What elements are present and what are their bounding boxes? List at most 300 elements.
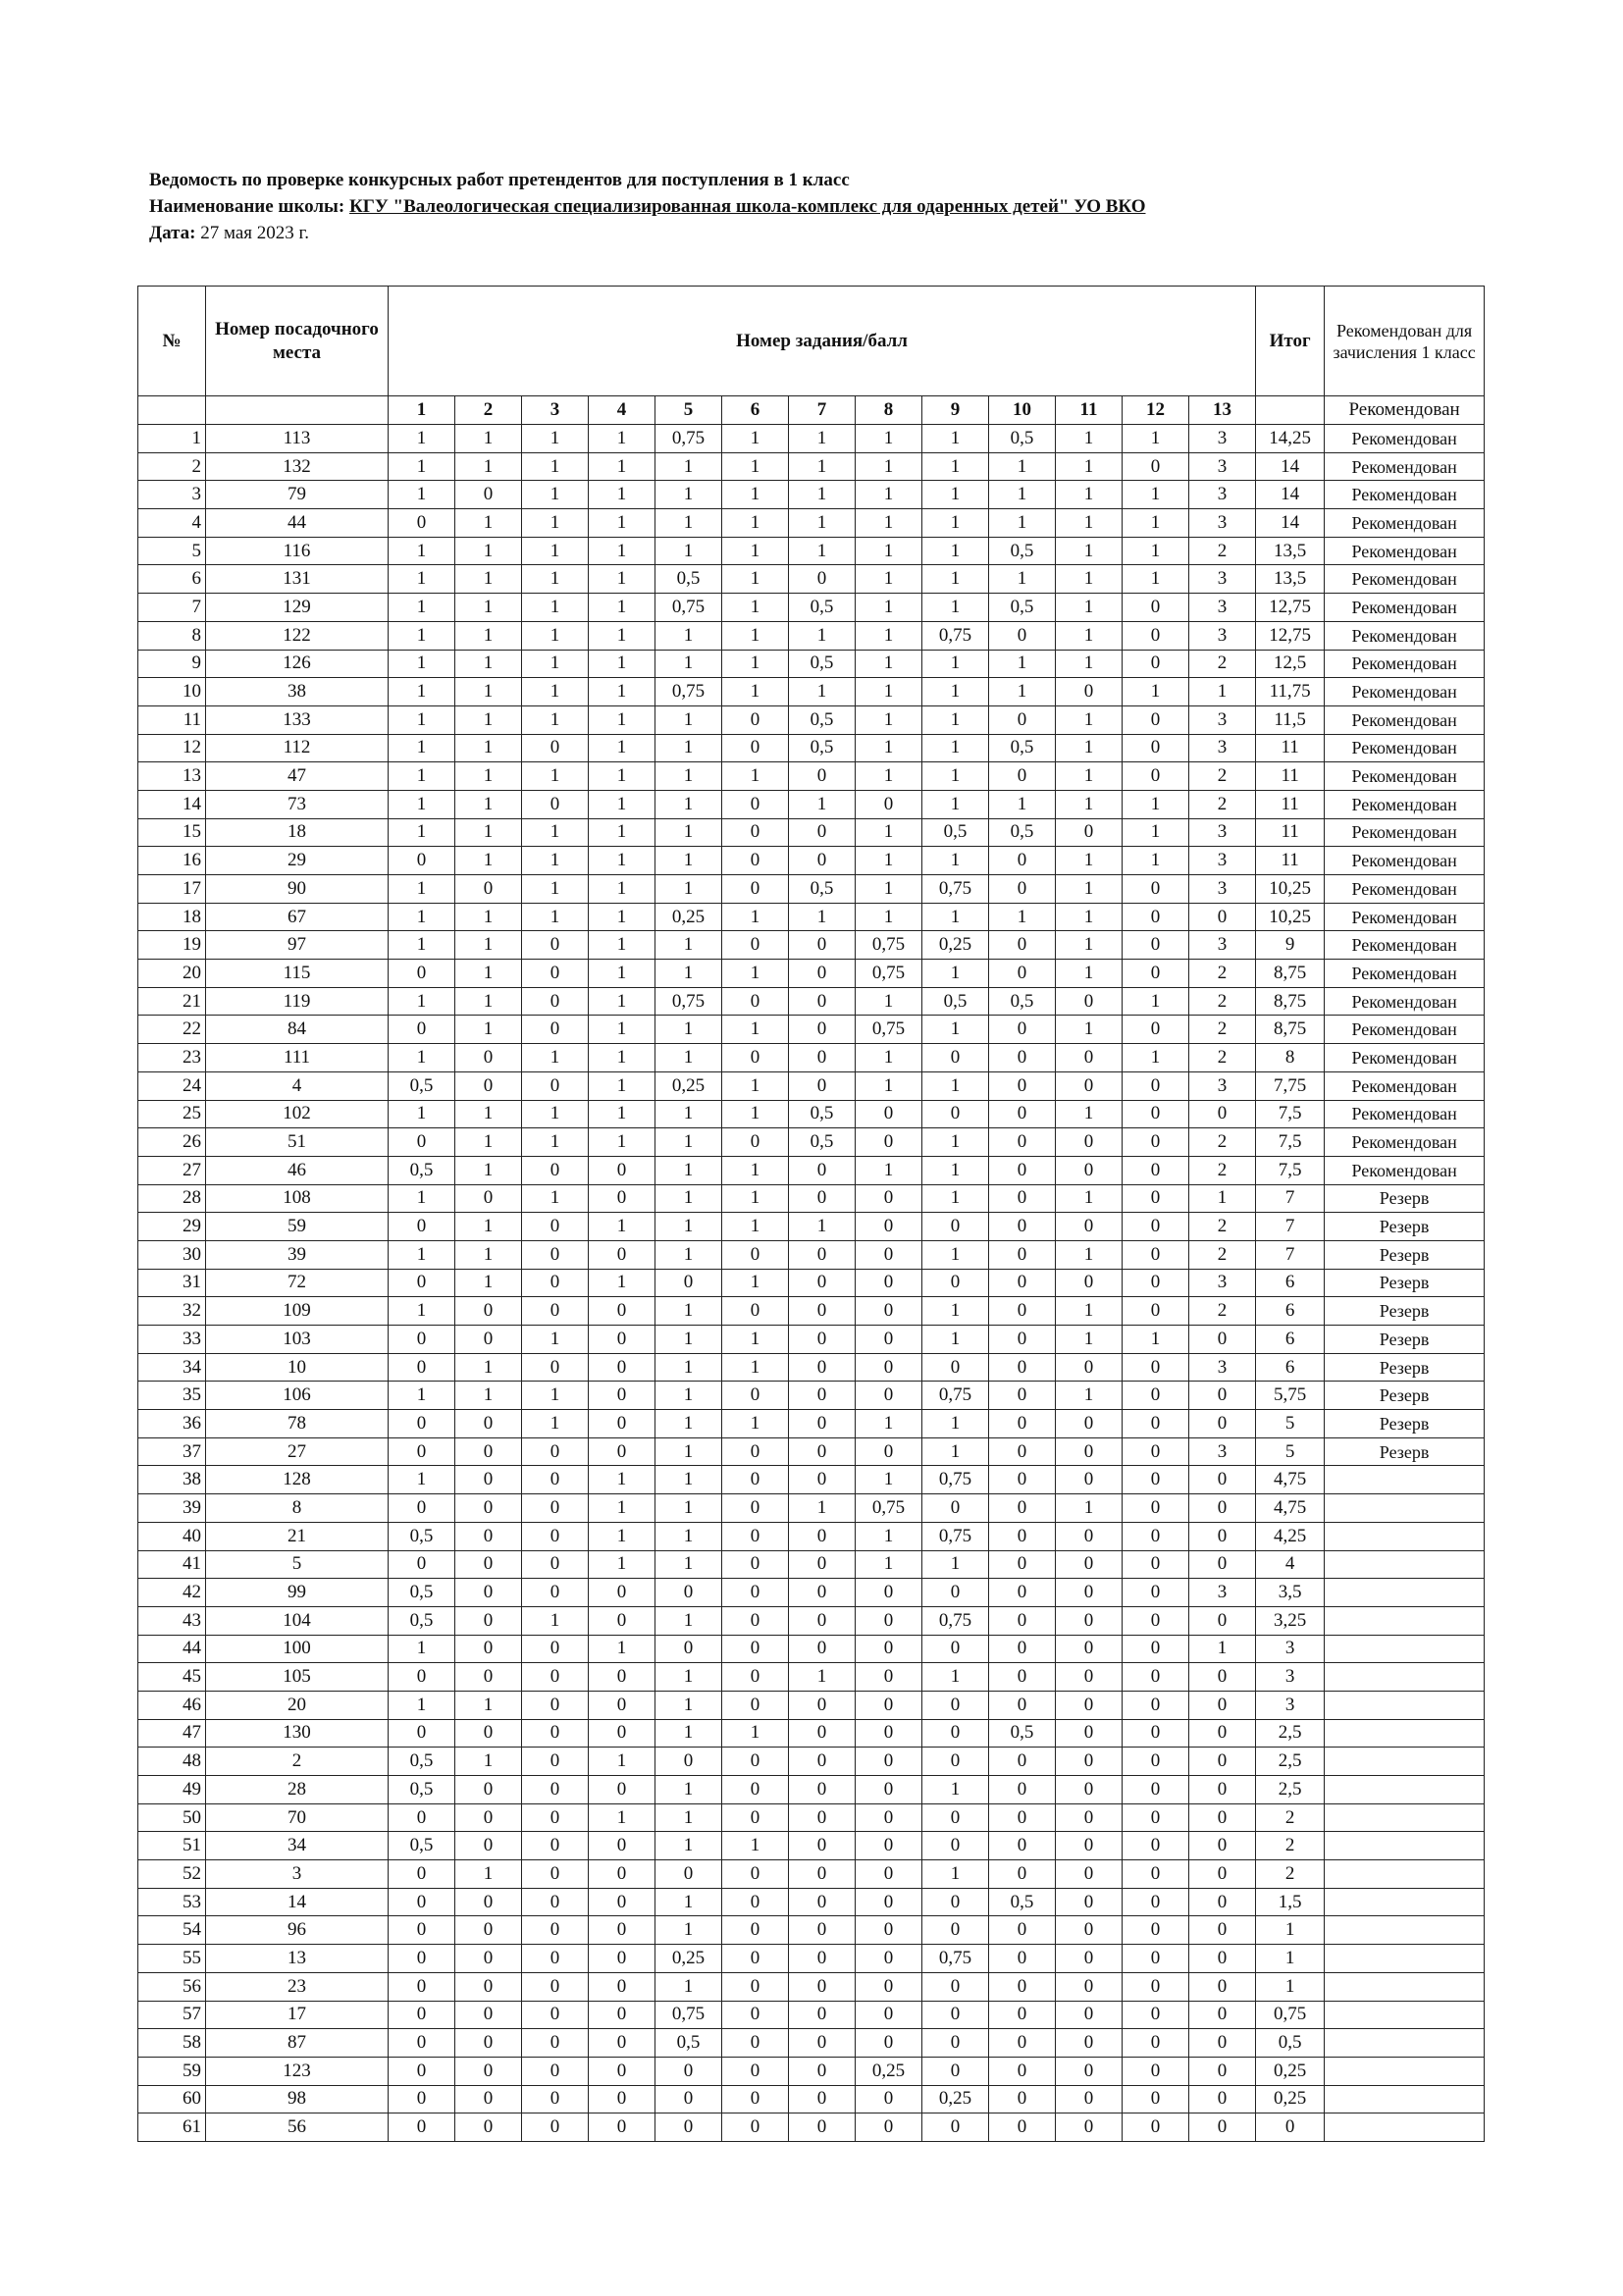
- task-score: 0: [522, 1803, 589, 1832]
- task-score: 0: [856, 1719, 922, 1748]
- task-score: 1: [522, 509, 589, 538]
- task-score: 0: [989, 1606, 1056, 1635]
- task-score: 0: [1056, 1269, 1123, 1297]
- task-score: 0: [1123, 2029, 1189, 2058]
- total-score: 3,5: [1256, 1579, 1325, 1607]
- task-score: 1: [1056, 537, 1123, 565]
- school-line: [149, 193, 1145, 220]
- task-score: 0: [1056, 1437, 1123, 1466]
- task-score: 1: [922, 705, 989, 734]
- task-score: 0: [1056, 1466, 1123, 1494]
- recommendation-status: [1325, 1579, 1485, 1607]
- task-score: 1: [589, 509, 655, 538]
- seat-number: 67: [206, 903, 389, 931]
- seat-number: 8: [206, 1494, 389, 1523]
- task-score: 0: [922, 2057, 989, 2085]
- task-score: 0: [389, 1326, 455, 1354]
- task-score: 2: [1189, 762, 1256, 791]
- task-score: 0: [389, 1494, 455, 1523]
- task-number: 2: [455, 396, 522, 425]
- task-score: 0: [1123, 2001, 1189, 2029]
- total-score: 0,25: [1256, 2057, 1325, 2085]
- header-row: [138, 287, 1485, 396]
- task-score: 0: [1056, 1803, 1123, 1832]
- task-score: 0,5: [789, 875, 856, 904]
- task-score: 0: [989, 931, 1056, 960]
- task-score: 1: [856, 762, 922, 791]
- task-score: 0: [789, 1972, 856, 2001]
- task-score: 0: [922, 1972, 989, 2001]
- task-score: 1: [922, 1776, 989, 1804]
- table-row: [138, 1213, 1485, 1241]
- task-score: 1: [589, 987, 655, 1016]
- total-score: 3: [1256, 1635, 1325, 1663]
- task-score: 0: [922, 2029, 989, 2058]
- task-score: 0: [589, 1776, 655, 1804]
- task-score: 0: [722, 847, 789, 875]
- task-score: 0: [1056, 1071, 1123, 1100]
- total-score: 11: [1256, 762, 1325, 791]
- seat-number: 51: [206, 1128, 389, 1157]
- task-score: 0: [989, 1776, 1056, 1804]
- seat-number: 13: [206, 1945, 389, 1973]
- table-row: [138, 1494, 1485, 1523]
- table-row: [138, 1832, 1485, 1860]
- task-score: 0,75: [856, 931, 922, 960]
- task-score: 0: [455, 875, 522, 904]
- row-number: 58: [138, 2029, 206, 2058]
- seat-number: 46: [206, 1156, 389, 1184]
- task-score: 0: [522, 1916, 589, 1945]
- task-score: 0: [789, 565, 856, 594]
- total-score: 1,5: [1256, 1888, 1325, 1916]
- task-score: 0: [455, 1663, 522, 1692]
- task-score: 0: [522, 2001, 589, 2029]
- task-score: 0: [1123, 1297, 1189, 1326]
- task-score: 1: [589, 875, 655, 904]
- task-score: 0: [455, 2057, 522, 2085]
- task-score: 1: [522, 565, 589, 594]
- row-number: 35: [138, 1382, 206, 1410]
- task-score: 1: [1056, 1240, 1123, 1269]
- task-score: 1: [856, 705, 922, 734]
- task-score: 0: [522, 1437, 589, 1466]
- task-score: 0: [522, 960, 589, 988]
- task-score: 1: [1056, 1326, 1123, 1354]
- task-score: 1: [856, 678, 922, 706]
- task-score: 0: [856, 1297, 922, 1326]
- task-score: 0: [655, 1269, 722, 1297]
- task-score: 1: [789, 790, 856, 818]
- task-score: 0: [922, 1916, 989, 1945]
- table-row: [138, 2085, 1485, 2113]
- task-score: 0: [1189, 1888, 1256, 1916]
- task-score: 1: [1123, 425, 1189, 453]
- task-score: 0: [655, 2113, 722, 2142]
- task-score: 1: [722, 1156, 789, 1184]
- recommendation-status: Рекомендован: [1325, 1044, 1485, 1072]
- total-score: 3,25: [1256, 1606, 1325, 1635]
- task-score: 0: [989, 2113, 1056, 2142]
- task-score: 1: [589, 1016, 655, 1044]
- task-score: 0: [1056, 818, 1123, 847]
- task-score: 0: [789, 1945, 856, 1973]
- recommendation-status: Рекомендован: [1325, 1156, 1485, 1184]
- task-score: 1: [722, 678, 789, 706]
- task-score: 0: [522, 931, 589, 960]
- task-score: 0: [455, 1635, 522, 1663]
- task-score: 1: [722, 960, 789, 988]
- task-score: 0,5: [389, 1606, 455, 1635]
- task-score: 1: [989, 650, 1056, 678]
- task-score: 0: [1056, 1606, 1123, 1635]
- task-score: 0: [455, 2085, 522, 2113]
- task-score: 1: [1056, 875, 1123, 904]
- task-score: 0: [455, 1972, 522, 2001]
- task-score: 0: [1056, 1860, 1123, 1889]
- task-score: 1: [389, 1382, 455, 1410]
- row-number: 9: [138, 650, 206, 678]
- task-score: 1: [455, 1156, 522, 1184]
- seat-number: 20: [206, 1691, 389, 1719]
- col-seat-header: Номер посадочного места: [206, 287, 389, 396]
- seat-number: 106: [206, 1382, 389, 1410]
- task-score: 1: [589, 452, 655, 481]
- task-score: 0: [1123, 452, 1189, 481]
- task-score: 0: [1189, 2085, 1256, 2113]
- table-row: [138, 1297, 1485, 1326]
- task-score: 0: [1189, 1466, 1256, 1494]
- task-score: 0: [1123, 1719, 1189, 1748]
- task-score: 1: [455, 987, 522, 1016]
- task-score: 0: [789, 2085, 856, 2113]
- task-score: 0: [789, 2057, 856, 2085]
- task-score: 0: [455, 1071, 522, 1100]
- task-score: 0: [1123, 650, 1189, 678]
- task-score: 0: [522, 1213, 589, 1241]
- task-score: 0: [522, 1297, 589, 1326]
- task-score: 0: [1123, 1803, 1189, 1832]
- task-score: 0: [789, 1466, 856, 1494]
- task-score: 1: [922, 650, 989, 678]
- task-score: 0: [1189, 903, 1256, 931]
- task-score: 0: [522, 1860, 589, 1889]
- row-number: 20: [138, 960, 206, 988]
- task-score: 0: [856, 1606, 922, 1635]
- total-score: 8,75: [1256, 987, 1325, 1016]
- task-score: 0: [1189, 1550, 1256, 1579]
- task-score: 0: [389, 1719, 455, 1748]
- task-score: 0: [989, 1579, 1056, 1607]
- row-number: 53: [138, 1888, 206, 1916]
- task-score: 1: [589, 1635, 655, 1663]
- row-number: 17: [138, 875, 206, 904]
- task-score: 0: [922, 1044, 989, 1072]
- task-score: 1: [655, 1466, 722, 1494]
- recommendation-status: [1325, 1748, 1485, 1776]
- task-score: 1: [389, 1044, 455, 1072]
- task-score: 1: [455, 1353, 522, 1382]
- task-score: 0: [856, 1184, 922, 1213]
- row-number: 34: [138, 1353, 206, 1382]
- seat-number: 84: [206, 1016, 389, 1044]
- task-score: 0: [722, 1044, 789, 1072]
- task-score: 0: [1123, 1016, 1189, 1044]
- recommendation-status: Рекомендован: [1325, 705, 1485, 734]
- task-score: 1: [1123, 818, 1189, 847]
- task-score: 0,25: [856, 2057, 922, 2085]
- task-score: 0: [789, 1550, 856, 1579]
- seat-number: 17: [206, 2001, 389, 2029]
- task-score: 1: [922, 452, 989, 481]
- task-score: 0,25: [922, 931, 989, 960]
- task-score: 0: [989, 762, 1056, 791]
- task-score: 0: [922, 1353, 989, 1382]
- task-score: 0: [722, 1240, 789, 1269]
- seat-number: 105: [206, 1663, 389, 1692]
- task-score: 1: [589, 1269, 655, 1297]
- task-score: 0: [789, 1832, 856, 1860]
- date-value: 27 мая 2023 г.: [200, 223, 309, 243]
- task-score: 0: [989, 875, 1056, 904]
- task-score: 1: [722, 1832, 789, 1860]
- task-number: 5: [655, 396, 722, 425]
- task-score: 0: [722, 705, 789, 734]
- recommendation-status: [1325, 1803, 1485, 1832]
- task-score: 0: [922, 1579, 989, 1607]
- seat-number: 104: [206, 1606, 389, 1635]
- task-score: 1: [522, 705, 589, 734]
- seat-number: 111: [206, 1044, 389, 1072]
- task-score: 1: [455, 678, 522, 706]
- table-row: [138, 594, 1485, 622]
- task-score: 0: [789, 847, 856, 875]
- task-score: 1: [1189, 678, 1256, 706]
- task-score: 1: [856, 1071, 922, 1100]
- task-score: 0: [722, 1945, 789, 1973]
- task-score: 0: [1123, 1240, 1189, 1269]
- task-score: 0: [722, 1606, 789, 1635]
- task-score: 0: [389, 1353, 455, 1382]
- task-number-row: [138, 396, 1485, 425]
- task-score: 0: [455, 1437, 522, 1466]
- task-score: 1: [455, 1269, 522, 1297]
- recommendation-status: Резерв: [1325, 1240, 1485, 1269]
- seat-number: 23: [206, 1972, 389, 2001]
- task-score: 0: [789, 762, 856, 791]
- table-row: [138, 1550, 1485, 1579]
- task-score: 0: [856, 1213, 922, 1241]
- task-score: 3: [1189, 594, 1256, 622]
- task-score: 0: [389, 1803, 455, 1832]
- task-score: 0: [1123, 1213, 1189, 1241]
- task-score: 0: [789, 1156, 856, 1184]
- task-score: 0,5: [989, 594, 1056, 622]
- task-score: 1: [389, 1184, 455, 1213]
- task-score: 3: [1189, 509, 1256, 538]
- task-score: 3: [1189, 1269, 1256, 1297]
- task-score: 0: [1056, 2029, 1123, 2058]
- task-score: 0: [856, 1663, 922, 1692]
- task-score: 0: [522, 734, 589, 762]
- task-score: 1: [589, 650, 655, 678]
- recommendation-status: Резерв: [1325, 1437, 1485, 1466]
- task-score: 0: [389, 2029, 455, 2058]
- task-score: 0,75: [922, 1522, 989, 1550]
- task-score: 0: [789, 1719, 856, 1748]
- task-score: 1: [789, 509, 856, 538]
- blank-cell: [138, 396, 206, 425]
- recommendation-status: [1325, 1606, 1485, 1635]
- task-score: 0: [856, 1326, 922, 1354]
- task-score: 0: [789, 1748, 856, 1776]
- task-score: 0,25: [655, 903, 722, 931]
- task-score: 0: [1189, 1326, 1256, 1354]
- task-score: 0: [722, 1494, 789, 1523]
- task-score: 1: [1056, 762, 1123, 791]
- seat-number: 109: [206, 1297, 389, 1326]
- task-score: 1: [789, 537, 856, 565]
- task-score: 1: [589, 790, 655, 818]
- total-score: 6: [1256, 1353, 1325, 1382]
- task-score: 0: [455, 1776, 522, 1804]
- task-number: 9: [922, 396, 989, 425]
- task-score: 1: [455, 425, 522, 453]
- table-row: [138, 790, 1485, 818]
- task-score: 1: [455, 1240, 522, 1269]
- total-score: 11: [1256, 734, 1325, 762]
- task-score: 1: [455, 847, 522, 875]
- seat-number: 18: [206, 818, 389, 847]
- task-score: 1: [856, 1410, 922, 1438]
- task-score: 0: [989, 1945, 1056, 1973]
- task-score: 1: [589, 931, 655, 960]
- recommendation-status: Рекомендован: [1325, 960, 1485, 988]
- task-score: 1: [589, 1071, 655, 1100]
- task-score: 0: [989, 1410, 1056, 1438]
- seat-number: 38: [206, 678, 389, 706]
- task-score: 1: [1056, 565, 1123, 594]
- total-score: 2,5: [1256, 1776, 1325, 1804]
- task-score: 0: [989, 1972, 1056, 2001]
- task-score: 1: [522, 847, 589, 875]
- table-row: [138, 1100, 1485, 1128]
- task-score: 1: [922, 847, 989, 875]
- task-score: 0: [1189, 1494, 1256, 1523]
- task-score: 1: [856, 452, 922, 481]
- task-score: 0: [389, 1663, 455, 1692]
- task-score: 1: [455, 452, 522, 481]
- task-score: 0: [856, 1945, 922, 1973]
- task-score: 0: [522, 1945, 589, 1973]
- task-score: 0: [589, 1972, 655, 2001]
- table-row: [138, 1579, 1485, 1607]
- table-row: [138, 509, 1485, 538]
- task-score: 0: [589, 1297, 655, 1326]
- task-score: 1: [389, 762, 455, 791]
- task-score: 0: [856, 1240, 922, 1269]
- recommendation-status: [1325, 1550, 1485, 1579]
- task-score: 2: [1189, 1128, 1256, 1157]
- task-score: 1: [655, 650, 722, 678]
- task-score: 1: [389, 931, 455, 960]
- task-score: 0,75: [922, 875, 989, 904]
- task-score: 1: [722, 1100, 789, 1128]
- task-score: 0: [522, 1888, 589, 1916]
- task-score: 0: [522, 1156, 589, 1184]
- row-number: 51: [138, 1832, 206, 1860]
- total-score: 7: [1256, 1213, 1325, 1241]
- task-score: 1: [655, 1832, 722, 1860]
- task-score: 0: [1123, 1353, 1189, 1382]
- task-score: 1: [922, 537, 989, 565]
- task-score: 0: [455, 2029, 522, 2058]
- task-score: 1: [389, 594, 455, 622]
- task-score: 0: [789, 1382, 856, 1410]
- total-score: 8,75: [1256, 960, 1325, 988]
- task-score: 1: [922, 1326, 989, 1354]
- task-score: 0: [722, 1382, 789, 1410]
- task-score: 1: [455, 818, 522, 847]
- task-score: 2: [1189, 1044, 1256, 1072]
- task-score: 0: [989, 1100, 1056, 1128]
- task-score: 0: [1056, 1748, 1123, 1776]
- task-score: 0: [1056, 1128, 1123, 1157]
- task-score: 0,5: [789, 705, 856, 734]
- row-number: 19: [138, 931, 206, 960]
- task-score: 1: [455, 790, 522, 818]
- row-number: 5: [138, 537, 206, 565]
- task-number: 11: [1056, 396, 1123, 425]
- recommendation-status: Рекомендован: [1325, 987, 1485, 1016]
- task-score: 0,5: [789, 1100, 856, 1128]
- task-score: 1: [856, 1550, 922, 1579]
- task-score: 0: [522, 1635, 589, 1663]
- task-score: 0: [455, 481, 522, 509]
- task-score: 0: [455, 1579, 522, 1607]
- task-score: 0: [789, 1326, 856, 1354]
- task-score: 0: [922, 1100, 989, 1128]
- task-score: 0: [722, 1663, 789, 1692]
- task-score: 0: [1123, 1522, 1189, 1550]
- task-score: 0: [789, 1916, 856, 1945]
- task-score: 1: [522, 1128, 589, 1157]
- task-score: 0,5: [989, 425, 1056, 453]
- task-score: 1: [922, 1184, 989, 1213]
- row-number: 13: [138, 762, 206, 791]
- task-score: 1: [922, 1663, 989, 1692]
- table-row: [138, 1691, 1485, 1719]
- task-score: 1: [1123, 987, 1189, 1016]
- blank-cell: [1256, 396, 1325, 425]
- task-score: 0: [856, 1916, 922, 1945]
- task-score: 0: [1189, 2057, 1256, 2085]
- task-score: 1: [722, 1184, 789, 1213]
- task-score: 1: [722, 1071, 789, 1100]
- task-score: 0: [1123, 1100, 1189, 1128]
- task-score: 0,5: [789, 734, 856, 762]
- task-score: 1: [522, 1044, 589, 1072]
- task-score: 1: [455, 734, 522, 762]
- task-score: 0: [722, 2085, 789, 2113]
- table-row: [138, 1776, 1485, 1804]
- task-score: 0: [856, 1269, 922, 1297]
- task-score: 0: [856, 1776, 922, 1804]
- task-score: 0: [455, 1606, 522, 1635]
- task-score: 0: [1123, 1466, 1189, 1494]
- table-row: [138, 650, 1485, 678]
- seat-number: 34: [206, 1832, 389, 1860]
